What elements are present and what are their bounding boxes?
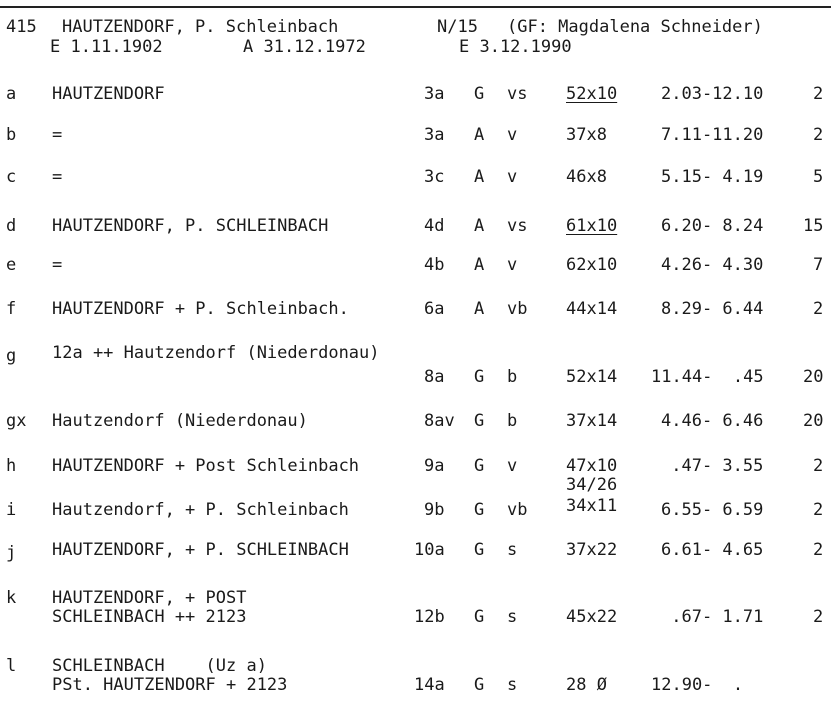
row-key: c (6, 167, 17, 187)
row-type: 9a (424, 456, 445, 476)
row-text: HAUTZENDORF, + P. SCHLEINBACH (52, 540, 349, 560)
place-name: HAUTZENDORF, P. Schleinbach (62, 17, 339, 37)
row-kind: G (474, 607, 485, 627)
row-size: 37x14 (566, 411, 618, 431)
row-size: 47x10 (566, 456, 618, 476)
row-text-line2: PSt. HAUTZENDORF + 2123 (52, 675, 288, 695)
row-type: 10a (414, 540, 445, 560)
row-dates: .47- 3.55 (661, 456, 764, 476)
row-text: HAUTZENDORF, P. SCHLEINBACH (52, 216, 329, 236)
row-size-alt: 34/26 (566, 475, 618, 495)
row-kind: G (474, 411, 485, 431)
row-size: 61x10 (566, 216, 618, 236)
row-class: v (507, 255, 518, 275)
row-kind: A (474, 167, 485, 187)
row-size: 28 Ø (566, 675, 607, 695)
row-kind: G (474, 456, 485, 476)
row-dates: 6.20- 8.24 (661, 216, 764, 236)
row-dates: 2.03-12.10 (661, 84, 764, 104)
row-text: = (52, 167, 63, 187)
row-key: h (6, 456, 17, 476)
row-text: = (52, 125, 63, 145)
row-dates: 11.44- .45 (651, 367, 764, 387)
row-kind: A (474, 299, 485, 319)
row-class: vb (507, 299, 528, 319)
row-key: e (6, 255, 17, 275)
row-class: b (507, 411, 518, 431)
row-kind: A (474, 255, 485, 275)
row-kind: G (474, 540, 485, 560)
row-dates: 6.55- 6.59 (661, 500, 764, 520)
row-class: v (507, 167, 518, 187)
row-dates: 4.46- 6.46 (661, 411, 764, 431)
row-class: v (507, 125, 518, 145)
row-key: i (6, 500, 17, 520)
row-text: Hautzendorf, + P. Schleinbach (52, 500, 349, 520)
row-key: a (6, 84, 17, 104)
row-count: 2 (813, 500, 824, 520)
row-class: vb (507, 500, 528, 520)
row-dates: 4.26- 4.30 (661, 255, 764, 275)
row-dates: 12.90- . (651, 675, 744, 695)
row-class: vs (507, 216, 528, 236)
row-kind: A (474, 125, 485, 145)
reopened-date: E 3.12.1990 (459, 37, 572, 57)
row-key: k (6, 588, 17, 608)
closed-date: A 31.12.1972 (243, 37, 366, 57)
row-key: b (6, 125, 17, 145)
row-size: 52x14 (566, 367, 618, 387)
row-count: 2 (813, 125, 824, 145)
row-type: 4b (424, 255, 445, 275)
row-size: 37x22 (566, 540, 618, 560)
row-dates: 7.11-11.20 (661, 125, 764, 145)
row-class: vs (507, 84, 528, 104)
row-count: 20 (803, 367, 824, 387)
row-class: v (507, 456, 518, 476)
row-count: 2 (813, 456, 824, 476)
row-class: s (507, 607, 518, 627)
row-kind: G (474, 675, 485, 695)
row-count: 2 (813, 299, 824, 319)
row-dates: 8.29- 6.44 (661, 299, 764, 319)
row-dates: .67- 1.71 (661, 607, 764, 627)
row-dates: 6.61- 4.65 (661, 540, 764, 560)
row-key: gx (6, 411, 27, 431)
row-size: 34x11 (566, 496, 618, 516)
row-key: j (6, 543, 17, 563)
row-size: 37x8 (566, 125, 607, 145)
row-text-line2: SCHLEINBACH ++ 2123 (52, 607, 247, 627)
row-class: s (507, 540, 518, 560)
row-type: 3c (424, 167, 445, 187)
row-kind: A (474, 216, 485, 236)
row-size: 62x10 (566, 255, 618, 275)
row-text: HAUTZENDORF (52, 84, 165, 104)
row-key: g (6, 346, 17, 366)
row-size: 46x8 (566, 167, 607, 187)
row-type: 3a (424, 84, 445, 104)
row-size: 52x10 (566, 84, 618, 104)
top-rule (0, 6, 831, 8)
row-count: 5 (813, 167, 824, 187)
row-type: 9b (424, 500, 445, 520)
row-text: 12a ++ Hautzendorf (Niederdonau) (52, 343, 380, 363)
row-type: 4d (424, 216, 445, 236)
row-class: s (507, 675, 518, 695)
row-type: 12b (414, 607, 445, 627)
row-type: 3a (424, 125, 445, 145)
row-count: 15 (803, 216, 824, 236)
row-size: 44x14 (566, 299, 618, 319)
row-kind: G (474, 500, 485, 520)
card-number: 415 (6, 17, 37, 37)
row-count: 7 (813, 255, 824, 275)
row-key: d (6, 216, 17, 236)
row-count: 2 (813, 540, 824, 560)
row-type: 8av (424, 411, 455, 431)
row-key: f (6, 299, 17, 319)
postal-code: N/15 (437, 17, 478, 37)
row-size: 45x22 (566, 607, 618, 627)
row-class: b (507, 367, 518, 387)
row-type: 8a (424, 367, 445, 387)
row-text: HAUTZENDORF + P. Schleinbach. (52, 299, 349, 319)
row-kind: G (474, 84, 485, 104)
row-text: Hautzendorf (Niederdonau) (52, 411, 308, 431)
row-key: l (6, 656, 17, 676)
row-text: HAUTZENDORF, + POST (52, 588, 247, 608)
opened-date: E 1.11.1902 (50, 37, 163, 57)
row-type: 14a (414, 675, 445, 695)
row-text: HAUTZENDORF + Post Schleinbach (52, 456, 360, 476)
row-kind: G (474, 367, 485, 387)
gf-note: (GF: Magdalena Schneider) (507, 17, 763, 37)
row-type: 6a (424, 299, 445, 319)
row-count: 2 (813, 607, 824, 627)
row-count: 2 (813, 84, 824, 104)
row-text: = (52, 255, 63, 275)
row-count: 20 (803, 411, 824, 431)
row-dates: 5.15- 4.19 (661, 167, 764, 187)
row-text: SCHLEINBACH (Uz a) (52, 656, 267, 676)
